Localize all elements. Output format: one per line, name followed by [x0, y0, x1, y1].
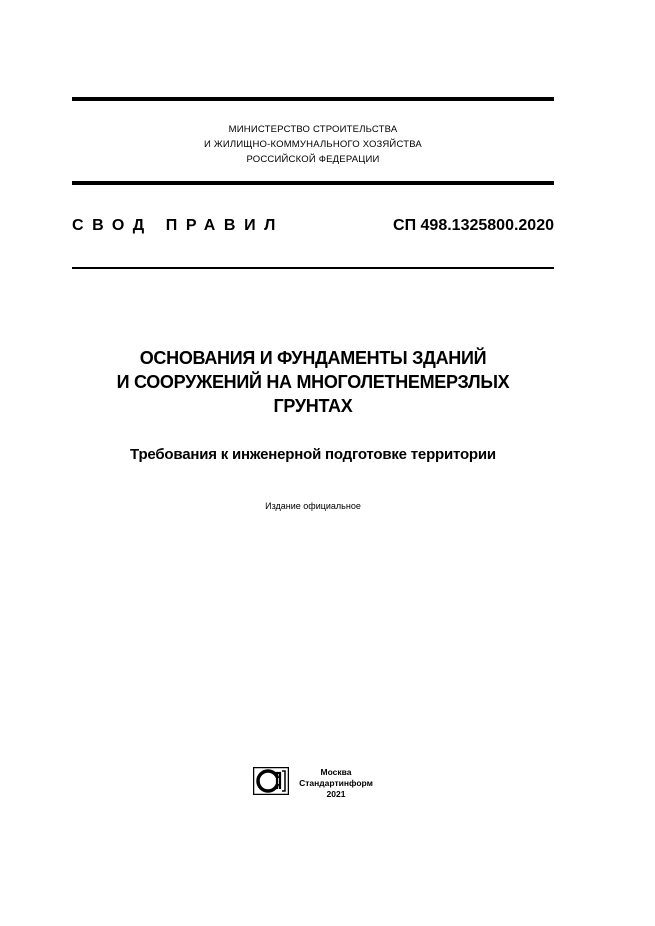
- document-subtitle: Требования к инженерной подготовке территории: [130, 446, 496, 463]
- title-line: ОСНОВАНИЯ И ФУНДАМЕНТЫ ЗДАНИЙ: [139, 348, 487, 368]
- document-type-label: СВОД ПРАВИЛ: [72, 217, 284, 234]
- ministry-line: РОССИЙСКОЙ ФЕДЕРАЦИИ: [246, 154, 380, 165]
- publisher-city: Москва: [320, 767, 352, 777]
- publisher-block: [292, 767, 380, 800]
- publication-year: 2021: [326, 789, 346, 799]
- ministry-header: [72, 122, 554, 167]
- middle-rule: [72, 181, 554, 185]
- ministry-line: И ЖИЛИЩНО-КОММУНАЛЬНОГО ХОЗЯЙСТВА: [204, 139, 422, 150]
- document-code: СП 498.1325800.2020: [393, 217, 554, 234]
- edition-note: Издание официальное: [265, 501, 361, 511]
- title-line: ГРУНТАХ: [273, 396, 353, 416]
- title-line: И СООРУЖЕНИЙ НА МНОГОЛЕТНЕМЕРЗЛЫХ: [116, 372, 510, 392]
- top-rule: [72, 97, 554, 101]
- ministry-line: МИНИСТЕРСТВО СТРОИТЕЛЬСТВА: [228, 124, 398, 135]
- thin-rule: [72, 267, 554, 269]
- document-title: [72, 346, 554, 418]
- standartinform-logo-icon: [253, 767, 289, 795]
- publisher-name: Стандартинформ: [299, 778, 373, 788]
